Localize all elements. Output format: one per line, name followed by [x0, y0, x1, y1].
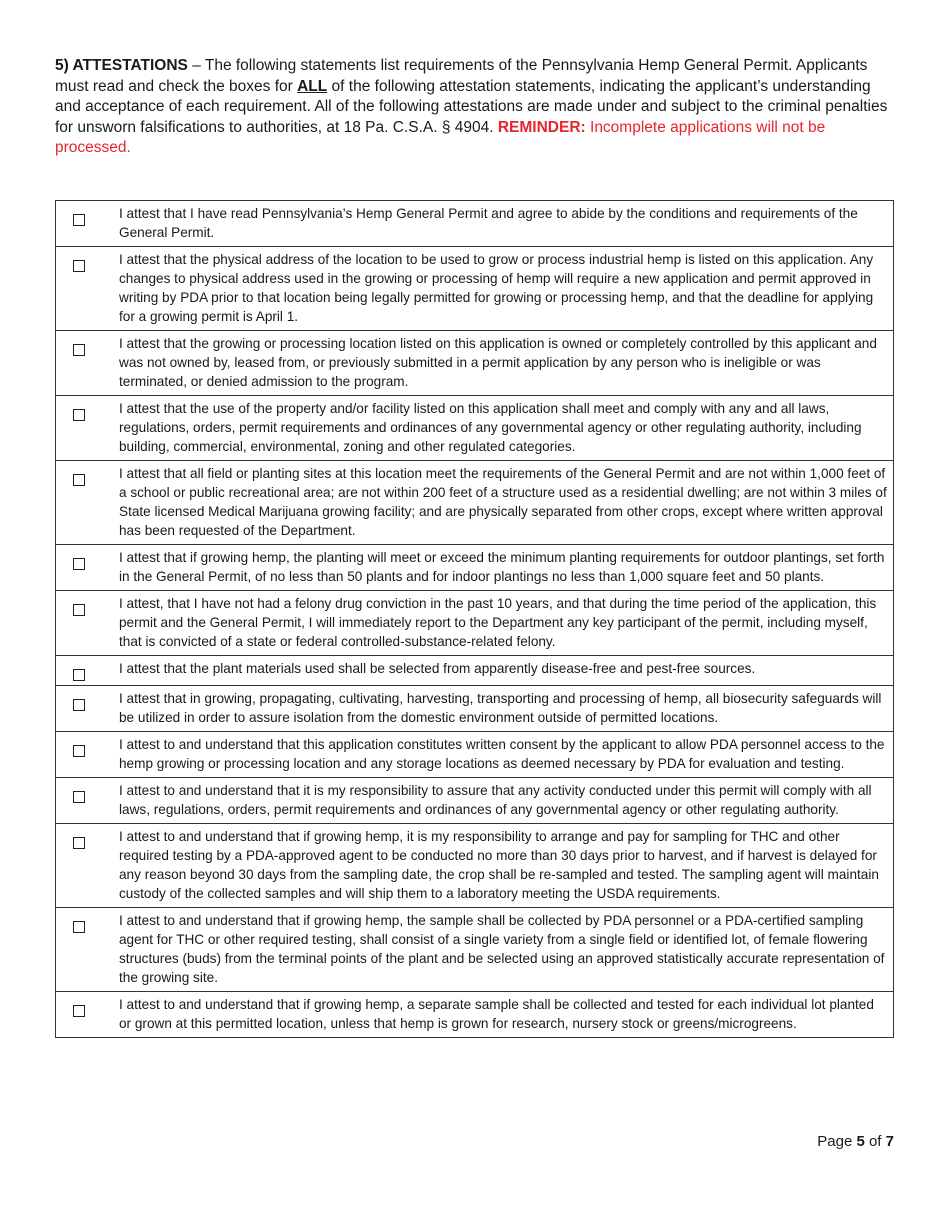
checkbox-cell	[56, 591, 114, 656]
attestation-text: I attest to and understand that if growing hemp, it is my responsibility to arrange and pay for sampling for THC and other required testing by a PDA-approved agent to be conducted no more than 30 days prior to harvest, and if harvest is delayed for any reason beyond 30 days from the sampling date, the crop shall be re-sampled and tested. The sampling agent will maintain custody of the collected samples and will ship them to a laboratory meeting the USDA requirements.	[113, 824, 894, 908]
page-word: Page	[817, 1133, 857, 1150]
checkbox-cell	[56, 686, 114, 732]
attestation-checkbox[interactable]	[73, 260, 85, 272]
intro-text-2: of the following attestation statements, indicating the applicant’s understanding and acceptance of each requirement. All of the following attestations are made under and subject to the criminal penalties for unsworn falsifications to authorities, at 18 Pa. C.S.A. § 4904.	[55, 77, 888, 136]
checkbox-cell	[56, 732, 114, 778]
attestation-checkbox[interactable]	[73, 409, 85, 421]
checkbox-cell	[56, 824, 114, 908]
attestation-row	[56, 824, 894, 908]
attestation-row	[56, 396, 894, 461]
attestation-row	[56, 656, 894, 686]
attestation-row	[56, 201, 894, 247]
attestation-text: I attest that the plant materials used shall be selected from apparently disease-free and pest-free sources.	[113, 656, 894, 686]
attestation-text: I attest that the physical address of the location to be used to grow or process industrial hemp is listed on this application. Any changes to physical address used in the growing or processing of hemp will require a new application and permit approved in writing by PDA prior to that location being legally permitted for growing or processing hemp, and that the deadline for applying for a growing permit is April 1.	[113, 247, 894, 331]
attestation-checkbox[interactable]	[73, 791, 85, 803]
checkbox-cell	[56, 778, 114, 824]
attestation-row	[56, 545, 894, 591]
attestation-text: I attest to and understand that if growing hemp, the sample shall be collected by PDA personnel or a PDA-certified sampling agent for THC or other required testing, shall consist of a single variety from a single field or identified lot, of female flowering structures (buds) from the terminal points of the plant and be selected using an approved statistically accurate representation of the growing site.	[113, 908, 894, 992]
attestation-row	[56, 778, 894, 824]
attestation-row	[56, 331, 894, 396]
checkbox-cell	[56, 201, 114, 247]
attestation-checkbox[interactable]	[73, 474, 85, 486]
attestation-row	[56, 992, 894, 1038]
attestation-checkbox[interactable]	[73, 1005, 85, 1017]
intro-emphasis: ALL	[297, 77, 328, 95]
attestation-checkbox[interactable]	[73, 837, 85, 849]
attestation-text: I attest that all field or planting sites at this location meet the requirements of the General Permit and are not within 1,000 feet of a school or public recreational area; are not within 200 feet of a structure used as a residential dwelling; are not within 3 miles of State licensed Medical Marijuana growing facility; and are physically separated from other crops, except where written approval has been requested of the Department.	[113, 461, 894, 545]
page-current: 5	[856, 1133, 865, 1150]
attestation-text: I attest to and understand that this application constitutes written consent by the applicant to allow PDA personnel access to the hemp growing or processing location and any storage locations as deemed necessary by PDA for evaluation and testing.	[113, 732, 894, 778]
attestation-text: I attest to and understand that if growing hemp, a separate sample shall be collected and tested for each individual lot planted or grown at this permitted location, unless that hemp is grown for research, nursery stock or greens/microgreens.	[113, 992, 894, 1038]
attestation-checkbox[interactable]	[73, 344, 85, 356]
attestation-checkbox[interactable]	[73, 669, 85, 681]
checkbox-cell	[56, 908, 114, 992]
attestation-checkbox[interactable]	[73, 921, 85, 933]
intro-text-1: – The following statements list requirements of the Pennsylvania Hemp General Permit. Applicants must read and check the boxes for	[55, 57, 868, 95]
attestation-text: I attest that if growing hemp, the planting will meet or exceed the minimum planting requirements for outdoor plantings, set forth in the General Permit, of no less than 50 plants and for indoor plantings no less than 1,000 square feet and 50 plants.	[113, 545, 894, 591]
attestation-text: I attest that in growing, propagating, cultivating, harvesting, transporting and processing of hemp, all biosecurity safeguards will be utilized in order to assure isolation from the domestic environment outside of permitted locations.	[113, 686, 894, 732]
attestation-checkbox[interactable]	[73, 699, 85, 711]
attestation-checkbox[interactable]	[73, 558, 85, 570]
page-total: 7	[885, 1133, 894, 1150]
checkbox-cell	[56, 331, 114, 396]
checkbox-cell	[56, 992, 114, 1038]
attestation-text: I attest to and understand that it is my responsibility to assure that any activity conducted under this permit will comply with all laws, regulations, orders, permit requirements and ordinances of any governmental agency or other regulating authority.	[113, 778, 894, 824]
attestation-row	[56, 247, 894, 331]
attestation-checkbox[interactable]	[73, 604, 85, 616]
attestation-row	[56, 686, 894, 732]
attestation-checkbox[interactable]	[73, 745, 85, 757]
attestations-intro	[55, 56, 895, 159]
section-heading: 5) ATTESTATIONS	[55, 57, 188, 74]
attestation-text: I attest, that I have not had a felony drug conviction in the past 10 years, and that during the time period of the application, this permit and the General Permit, I will immediately report to the Department any key participant of the permit, including myself, that is convicted of a state or federal controlled-substance-related felony.	[113, 591, 894, 656]
checkbox-cell	[56, 396, 114, 461]
attestation-row	[56, 591, 894, 656]
reminder-text: Incomplete applications will not be processed.	[55, 118, 826, 156]
attestation-row	[56, 908, 894, 992]
page-of-word: of	[864, 1133, 886, 1150]
attestation-checkbox[interactable]	[73, 214, 85, 226]
checkbox-cell	[56, 545, 114, 591]
attestation-text: I attest that the growing or processing location listed on this application is owned or completely controlled by this applicant and was not owned by, leased from, or previously submitted in a permit application by any person who is ineligible or was terminated, or denied admission to the program.	[113, 331, 894, 396]
checkbox-cell	[56, 461, 114, 545]
page-number	[817, 1133, 894, 1150]
attestation-row	[56, 461, 894, 545]
attestation-row	[56, 732, 894, 778]
reminder-label: REMINDER:	[497, 118, 586, 136]
checkbox-cell	[56, 247, 114, 331]
attestation-table	[55, 200, 894, 1038]
checkbox-cell	[56, 656, 114, 686]
attestation-text: I attest that I have read Pennsylvania’s Hemp General Permit and agree to abide by the conditions and requirements of the General Permit.	[113, 201, 894, 247]
attestation-text: I attest that the use of the property and/or facility listed on this application shall meet and comply with any and all laws, regulations, orders, permit requirements and ordinances of any governmental agency or other regulating authority, including building, commercial, environmental, zoning and other regulated categories.	[113, 396, 894, 461]
